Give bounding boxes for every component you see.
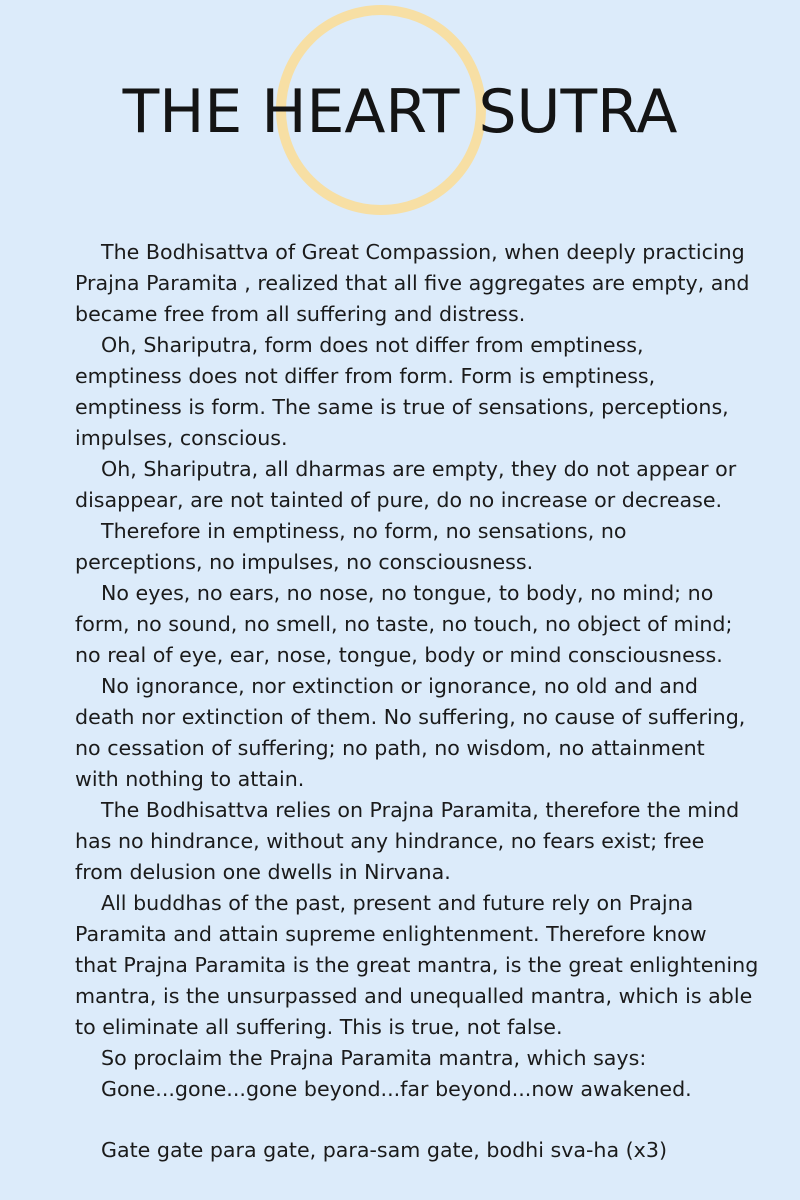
text-line: that Prajna Paramita is the great mantra, is the great enlightening	[75, 953, 759, 977]
mantra-paragraph	[49, 1135, 749, 1166]
text-line: no real of eye, ear, nose, tongue, body or mind consciousness.	[75, 643, 723, 667]
sutra-paragraph-6	[49, 671, 749, 795]
text-line: Prajna Paramita , realized that all five aggregates are empty, and	[75, 271, 750, 295]
sutra-paragraph-9	[49, 1043, 749, 1105]
text-line: perceptions, no impulses, no consciousness.	[75, 550, 534, 574]
text-line: Paramita and attain supreme enlightenment. Therefore know	[75, 922, 707, 946]
text-line: has no hindrance, without any hindrance, no fears exist; free	[75, 829, 705, 853]
text-line: impulses, conscious.	[75, 426, 288, 450]
text-line: Therefore in emptiness, no form, no sensations, no	[101, 519, 627, 543]
text-line: emptiness is form. The same is true of sensations, perceptions,	[75, 395, 729, 419]
spacer	[49, 1105, 749, 1135]
text-line: Oh, Shariputra, all dharmas are empty, they do not appear or	[101, 457, 737, 481]
text-line: No eyes, no ears, no nose, no tongue, to body, no mind; no	[101, 581, 714, 605]
text-line: No ignorance, nor extinction or ignorance, no old and and	[101, 674, 698, 698]
sutra-paragraph-1	[49, 237, 749, 330]
page-title: THE HEART SUTRA	[122, 77, 678, 147]
text-line: no cessation of suffering; no path, no wisdom, no attainment	[75, 736, 705, 760]
text-line: disappear, are not tainted of pure, do no increase or decrease.	[75, 488, 723, 512]
text-line: with nothing to attain.	[75, 767, 305, 791]
text-line: from delusion one dwells in Nirvana.	[75, 860, 451, 884]
text-line: Oh, Shariputra, form does not differ from emptiness,	[101, 333, 644, 357]
sutra-paragraph-8	[49, 888, 759, 1043]
text-line: The Bodhisattva relies on Prajna Paramita, therefore the mind	[101, 798, 740, 822]
sutra-paragraph-5	[49, 578, 749, 671]
sutra-text	[49, 237, 759, 1166]
mantra-line: Gate gate para gate, para-sam gate, bodhi sva-ha (x3)	[101, 1138, 668, 1162]
sutra-paragraph-3	[49, 454, 749, 516]
text-line: to eliminate all suffering. This is true, not false.	[75, 1015, 563, 1039]
text-line: All buddhas of the past, present and future rely on Prajna	[101, 891, 694, 915]
sutra-paragraph-7	[49, 795, 749, 888]
text-line: became free from all suffering and distress.	[75, 302, 526, 326]
text-line: mantra, is the unsurpassed and unequalled mantra, which is able	[75, 984, 753, 1008]
mantra-translation: Gone...gone...gone beyond...far beyond...now awakened.	[101, 1077, 692, 1101]
text-line: form, no sound, no smell, no taste, no touch, no object of mind;	[75, 612, 733, 636]
sutra-paragraph-2	[49, 330, 749, 454]
text-line: The Bodhisattva of Great Compassion, when deeply practicing	[101, 240, 745, 264]
sutra-paragraph-4	[49, 516, 749, 578]
text-line: emptiness does not differ from form. Form is emptiness,	[75, 364, 656, 388]
text-line: death nor extinction of them. No suffering, no cause of suffering,	[75, 705, 746, 729]
text-line: So proclaim the Prajna Paramita mantra, which says:	[101, 1046, 647, 1070]
